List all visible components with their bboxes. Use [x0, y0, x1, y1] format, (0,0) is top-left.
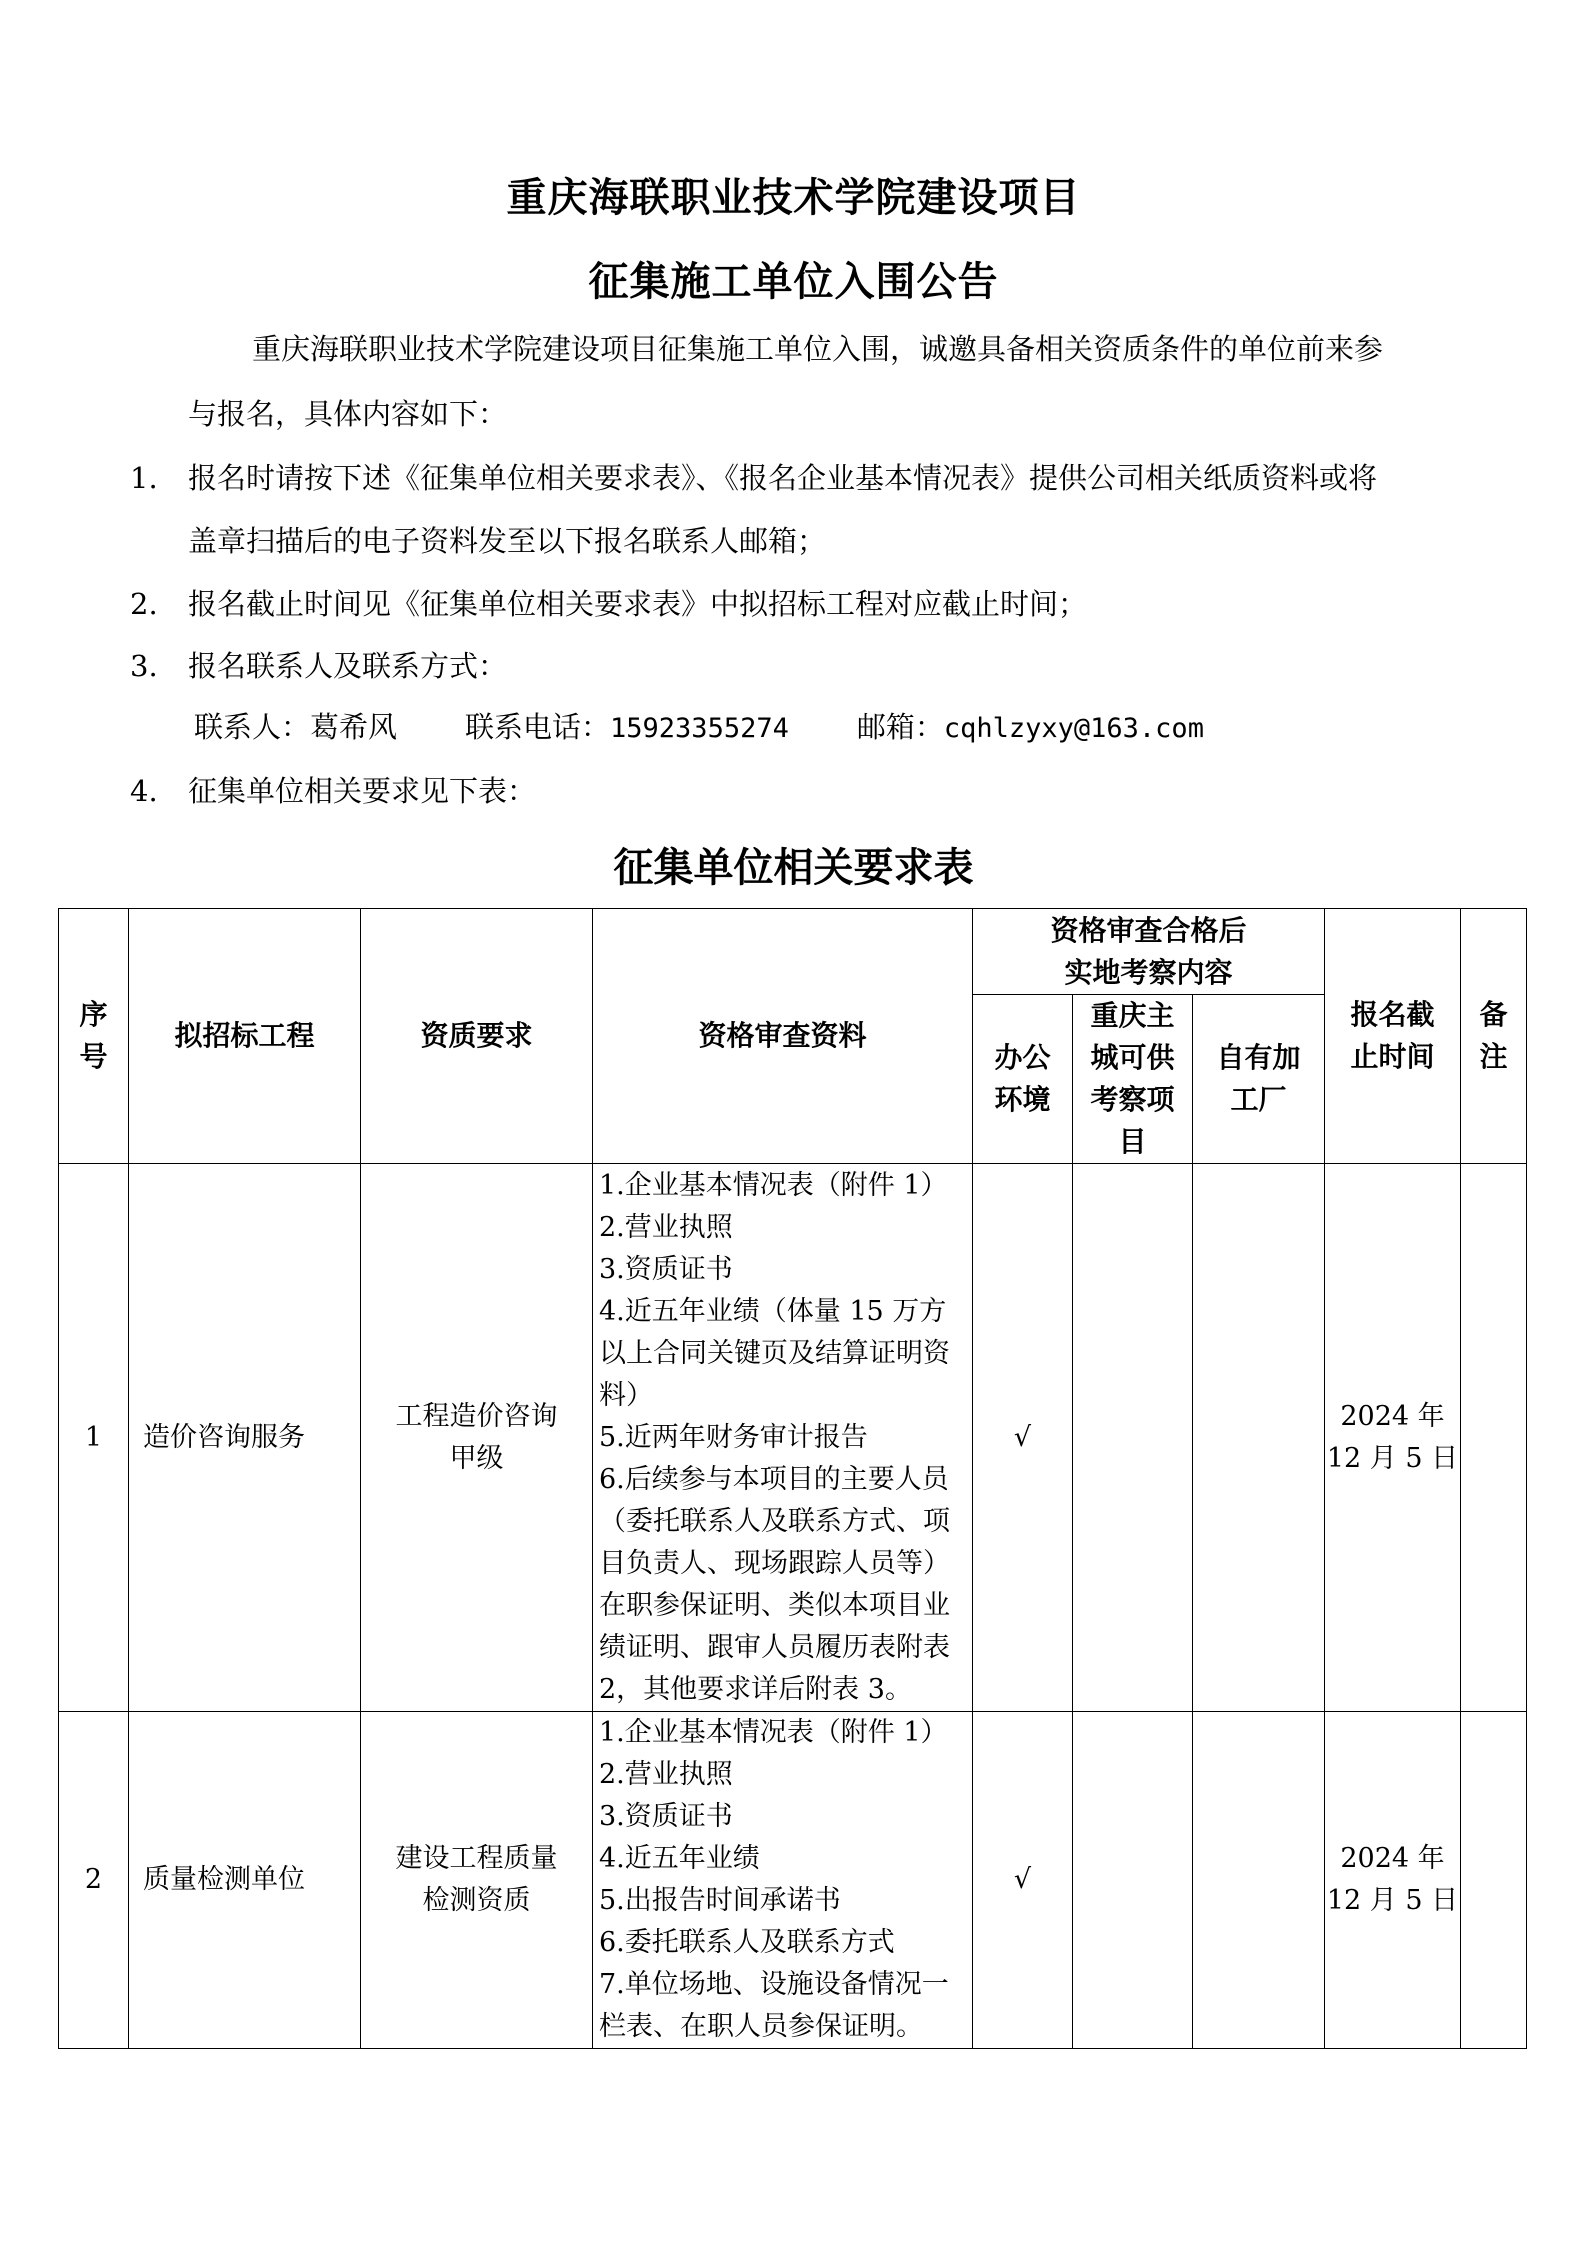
material-item: 3.资质证书: [599, 1253, 733, 1285]
material-item: 5.近两年财务审计报告: [599, 1421, 868, 1453]
row-seq: 1: [59, 1164, 129, 1712]
item-number-4: 4.: [130, 774, 158, 808]
material-item: 6.后续参与本项目的主要人员（委托联系人及联系方式、项目负责人、现场跟踪人员等）在职参保证明、类似本项目业绩证明、跟审人员履历表附表 2，其他要求详后附表 3。: [599, 1463, 950, 1705]
row-office-check: √: [973, 1712, 1073, 2049]
contact-phone: 15923355274: [610, 713, 789, 744]
item-number-3: 3.: [130, 649, 158, 683]
contact-phone-label: 联系电话：: [465, 710, 611, 744]
row-factory: [1193, 1712, 1325, 2049]
row-factory: [1193, 1164, 1325, 1712]
row-materials: [593, 1164, 973, 1712]
material-item: 1.企业基本情况表（附件 1）: [599, 1169, 948, 1201]
header-seq: 序号: [59, 909, 129, 1164]
item-number-2: 2.: [130, 587, 158, 621]
row-project: 质量检测单位: [129, 1712, 361, 2049]
row-remark: [1461, 1164, 1527, 1712]
table-title: 征集单位相关要求表: [613, 844, 974, 891]
header-remark: 备注: [1461, 909, 1527, 1164]
item-1-line-1: 报名时请按下述《征集单位相关要求表》、《报名企业基本情况表》提供公司相关纸质资料或将: [188, 461, 1378, 495]
header-inspection-group: 资格审查合格后 实地考察内容: [973, 909, 1325, 995]
material-item: 1.企业基本情况表（附件 1）: [599, 1717, 948, 1748]
row-qualification: 建设工程质量检测资质: [361, 1712, 593, 2049]
material-item: 2.营业执照: [599, 1759, 733, 1790]
intro-line-1: 重庆海联职业技术学院建设项目征集施工单位入围，诚邀具备相关资质条件的单位前来参: [252, 332, 1384, 366]
contact-email-label: 邮箱：: [856, 710, 944, 744]
row-materials: [593, 1712, 973, 2049]
contact-email: cqhlzyxy@163.com: [943, 713, 1204, 744]
header-deadline: 报名截止时间: [1325, 909, 1461, 1164]
contact-person: 联系人：葛希风: [194, 710, 398, 744]
document-subtitle: 征集施工单位入围公告: [588, 258, 999, 305]
row-cq-projects: [1073, 1712, 1193, 2049]
material-item: 3.资质证书: [599, 1801, 733, 1832]
row-office-check: √: [973, 1164, 1073, 1712]
material-item: 6.委托联系人及联系方式: [599, 1927, 895, 1958]
item-4-line-1: 征集单位相关要求见下表：: [188, 774, 537, 808]
material-item: 2.营业执照: [599, 1211, 733, 1243]
contact-info: [194, 706, 1204, 750]
header-cq-projects: 重庆主城可供考察项目: [1073, 995, 1193, 1164]
material-item: 4.近五年业绩: [599, 1843, 760, 1874]
row-deadline: 2024 年 12 月 5 日: [1325, 1712, 1461, 2049]
header-materials: 资格审查资料: [593, 909, 973, 1164]
item-number-1: 1.: [130, 461, 158, 495]
table-row: [59, 1712, 1527, 2049]
row-deadline: 2024 年 12 月 5 日: [1325, 1164, 1461, 1712]
material-item: 5.出报告时间承诺书: [599, 1885, 841, 1916]
requirements-table: [58, 908, 1527, 2049]
intro-line-2: 与报名，具体内容如下：: [188, 397, 508, 431]
row-qualification: 工程造价咨询甲级: [361, 1164, 593, 1712]
header-factory: 自有加工厂: [1193, 995, 1325, 1164]
item-2-line-1: 报名截止时间见《征集单位相关要求表》中拟招标工程对应截止时间；: [188, 587, 1088, 621]
header-office: 办公环境: [973, 995, 1073, 1164]
table-row: [59, 1164, 1527, 1712]
row-remark: [1461, 1712, 1527, 2049]
header-project: 拟招标工程: [129, 909, 361, 1164]
item-3-line-1: 报名联系人及联系方式：: [188, 649, 508, 683]
row-project: 造价咨询服务: [129, 1164, 361, 1712]
header-qualification: 资质要求: [361, 909, 593, 1164]
row-seq: 2: [59, 1712, 129, 2049]
item-1-line-2: 盖章扫描后的电子资料发至以下报名联系人邮箱；: [188, 524, 827, 558]
document-title: 重庆海联职业技术学院建设项目: [506, 174, 1081, 221]
material-item: 7.单位场地、设施设备情况一栏表、在职人员参保证明。: [599, 1969, 949, 2042]
material-item: 4.近五年业绩（体量 15 万方以上合同关键页及结算证明资料）: [599, 1295, 950, 1411]
row-cq-projects: [1073, 1164, 1193, 1712]
